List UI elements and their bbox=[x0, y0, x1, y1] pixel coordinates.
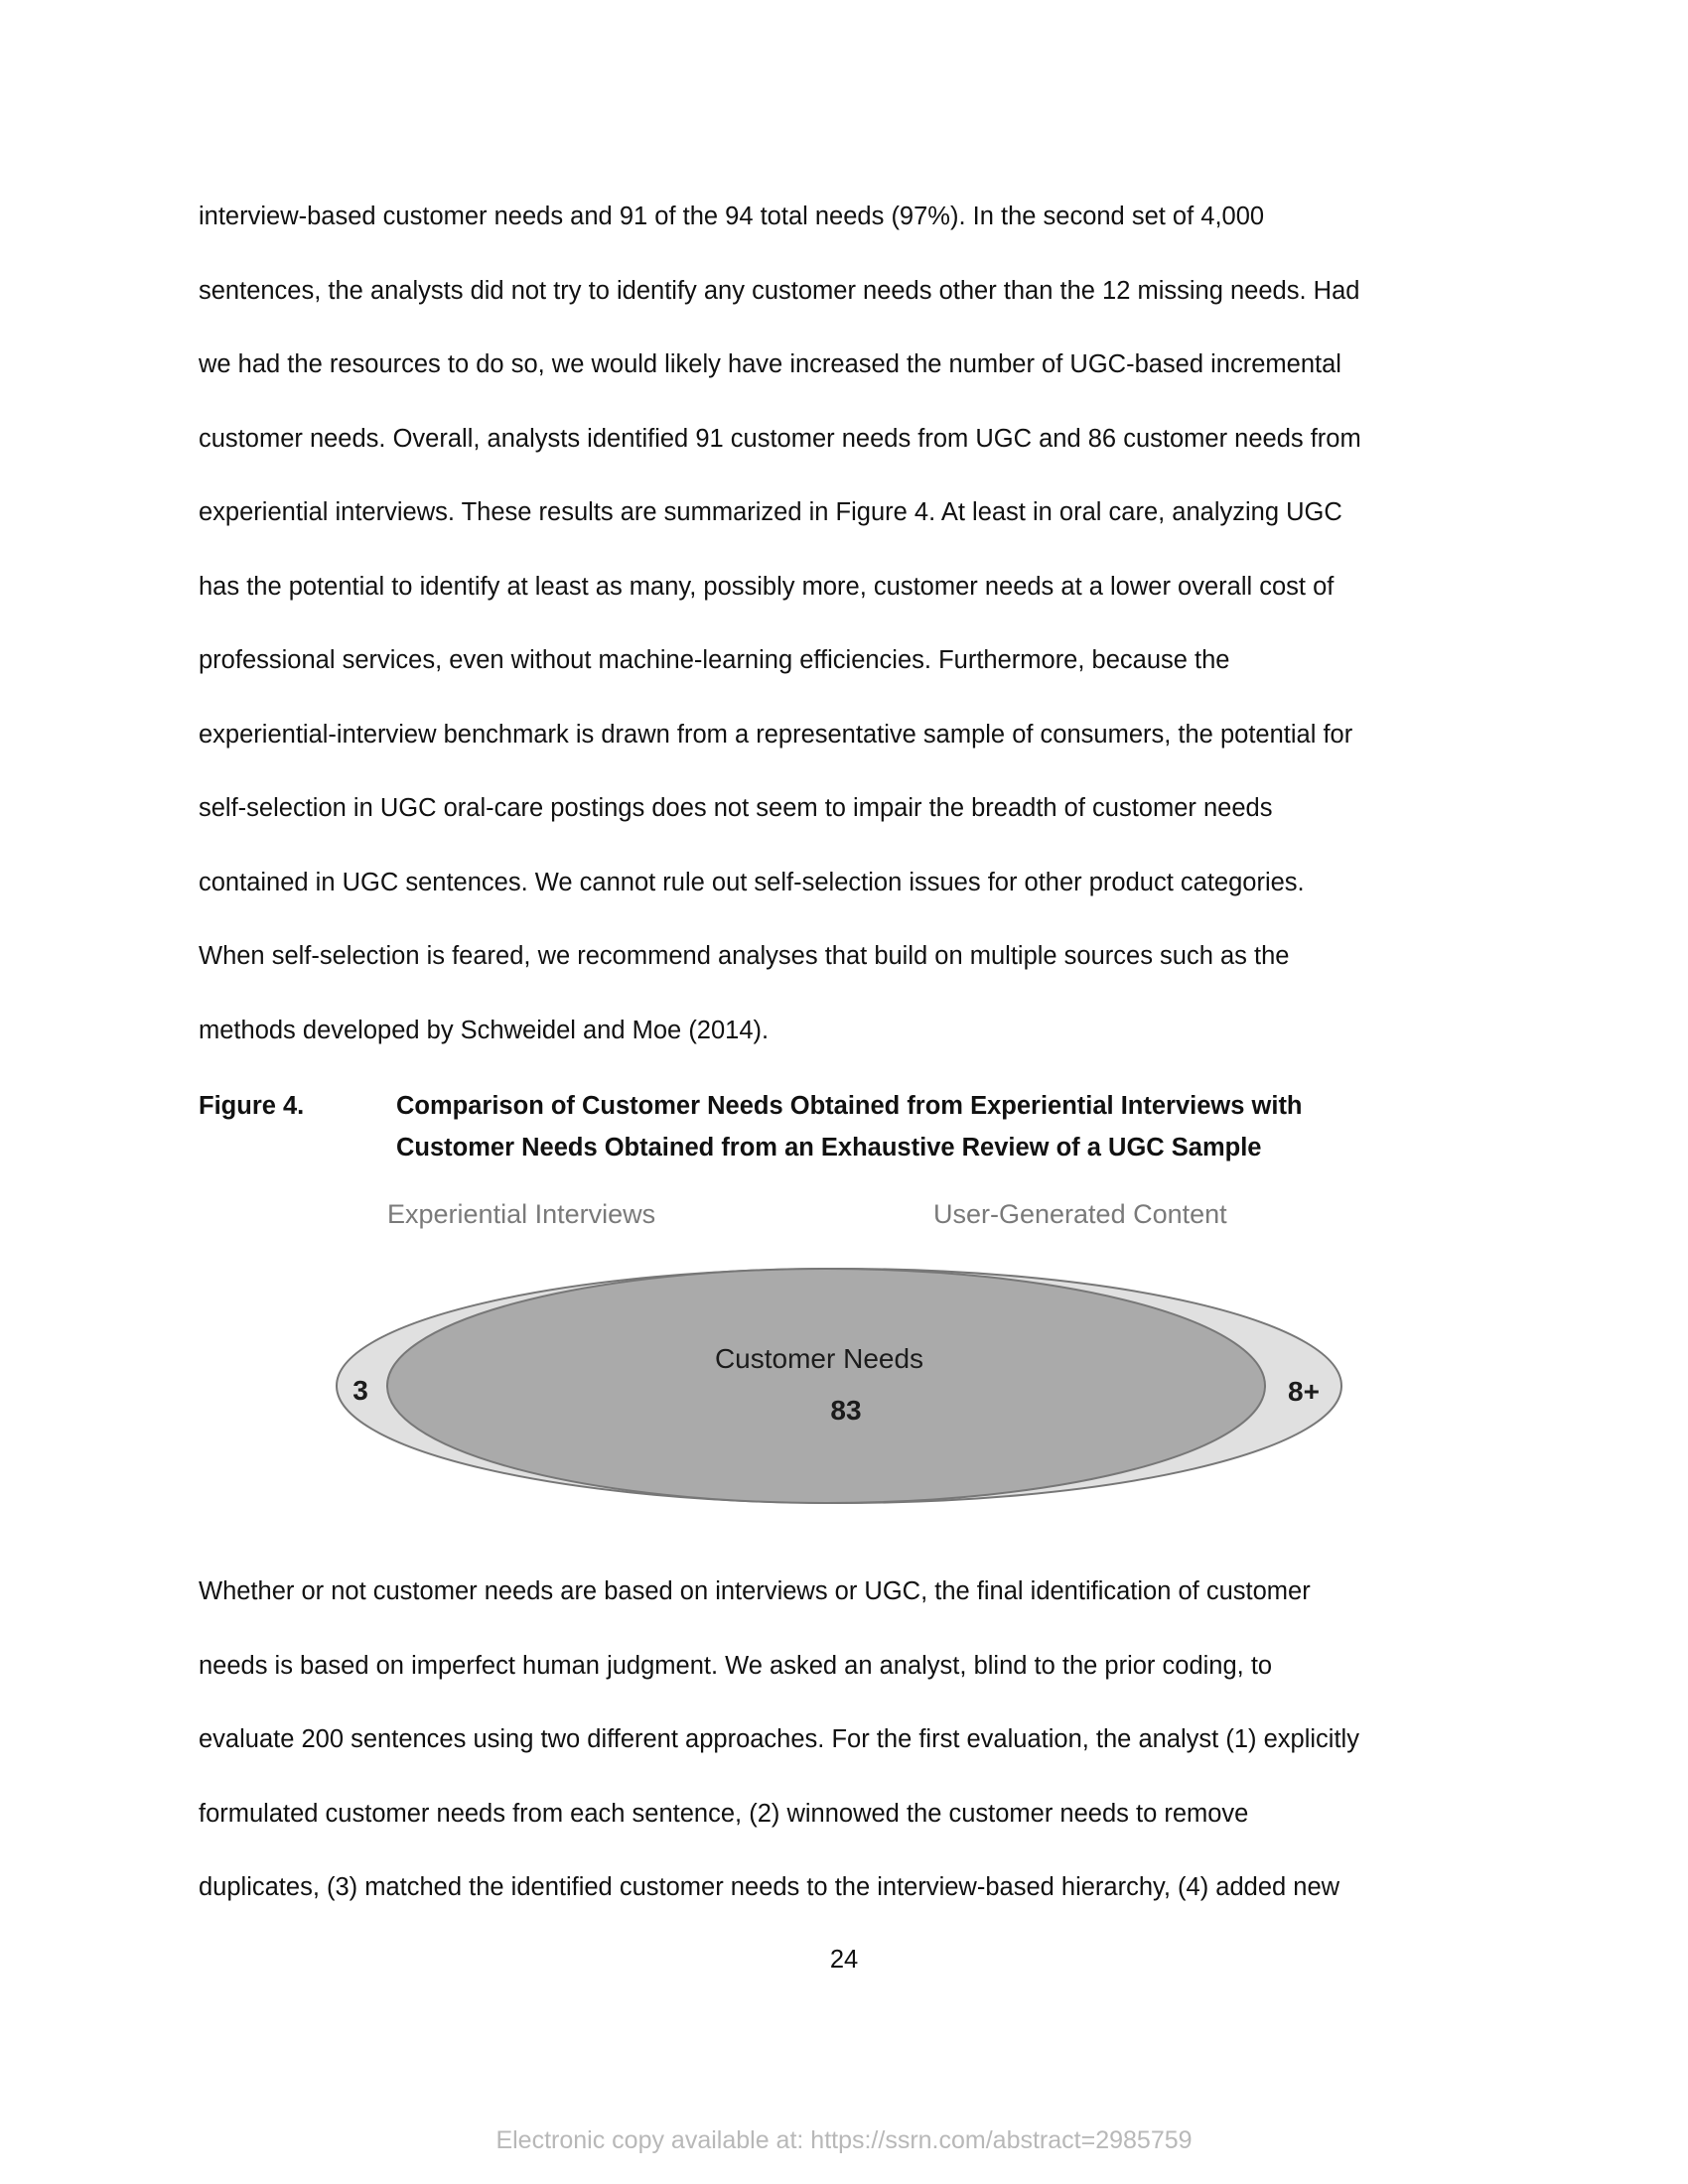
interview-set-ellipse bbox=[387, 1269, 1265, 1503]
figure-title bbox=[396, 1085, 1439, 1168]
left-set-label: Experiential Interviews bbox=[387, 1199, 656, 1229]
text-line: Whether or not customer needs are based on interviews or UGC, the final identification of customer bbox=[199, 1577, 1311, 1605]
figure-title-line: Comparison of Customer Needs Obtained from Experiential Interviews with bbox=[396, 1092, 1303, 1120]
text-line: sentences, the analysts did not try to identify any customer needs other than the 12 missing needs. Had bbox=[199, 276, 1360, 305]
text-line: interview-based customer needs and 91 of the 94 total needs (97%). In the second set of 4,000 bbox=[199, 203, 1265, 230]
overlap-count: 83 bbox=[830, 1395, 862, 1426]
body-paragraph-top bbox=[199, 180, 1499, 1067]
text-line: customer needs. Overall, analysts identified 91 customer needs from UGC and 86 customer needs from bbox=[199, 424, 1361, 453]
text-line: When self-selection is feared, we recommend analyses that build on multiple sources such as the bbox=[199, 942, 1290, 970]
text-line: professional services, even without machine-learning efficiencies. Furthermore, because the bbox=[199, 646, 1230, 674]
venn-diagram bbox=[328, 1191, 1370, 1529]
overlap-label: Customer Needs bbox=[714, 1343, 924, 1374]
text-line: evaluate 200 sentences using two different approaches. For the first evaluation, the analyst (1) explicitly bbox=[199, 1725, 1359, 1753]
page-number: 24 bbox=[829, 1946, 859, 1974]
text-line: contained in UGC sentences. We cannot rule out self-selection issues for other product categories. bbox=[199, 868, 1305, 896]
figure-title-line: Customer Needs Obtained from an Exhaustive Review of a UGC Sample bbox=[396, 1134, 1262, 1161]
text-line: we had the resources to do so, we would likely have increased the number of UGC-based incremental bbox=[199, 350, 1341, 378]
footer-availability-note: Electronic copy available at: https://ssrn.com/abstract=2985759 bbox=[495, 2126, 1193, 2154]
text-line: experiential interviews. These results are summarized in Figure 4. At least in oral care, analyzing UGC bbox=[199, 498, 1342, 526]
text-line: self-selection in UGC oral-care postings does not seem to impair the breadth of customer needs bbox=[199, 794, 1273, 822]
text-line: methods developed by Schweidel and Moe (2014). bbox=[199, 1016, 770, 1044]
figure-label: Figure 4. bbox=[199, 1092, 305, 1120]
text-line: has the potential to identify at least as many, possibly more, customer needs at a lower overall cost of bbox=[199, 572, 1335, 601]
interview-only-count: 3 bbox=[352, 1375, 368, 1406]
body-paragraph-bottom bbox=[199, 1555, 1499, 1925]
text-line: experiential-interview benchmark is drawn from a representative sample of consumers, the potential for bbox=[199, 720, 1353, 749]
text-line: formulated customer needs from each sentence, (2) winnowed the customer needs to remove bbox=[199, 1799, 1249, 1828]
right-set-label: User-Generated Content bbox=[933, 1199, 1227, 1229]
text-line: needs is based on imperfect human judgment. We asked an analyst, blind to the prior coding, to bbox=[199, 1651, 1273, 1680]
ugc-only-count: 8+ bbox=[1288, 1376, 1320, 1407]
text-line: duplicates, (3) matched the identified customer needs to the interview-based hierarchy, (4) added new bbox=[199, 1873, 1340, 1901]
